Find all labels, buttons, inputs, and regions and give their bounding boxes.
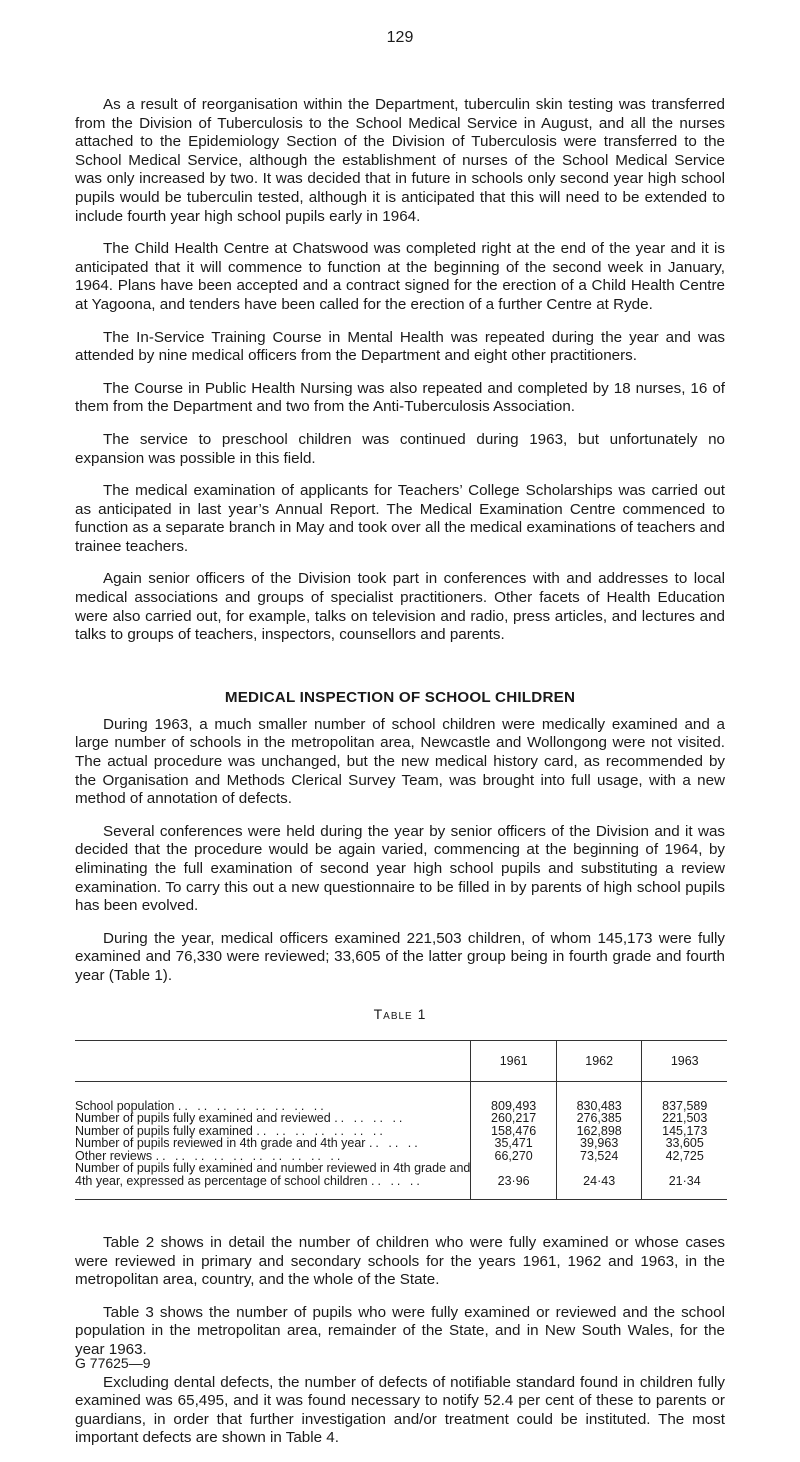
table-cell-1962: 276,385 (556, 1112, 642, 1125)
row-label (75, 1175, 471, 1200)
table-cell-1961: 66,270 (471, 1150, 557, 1163)
row-label-text: Number of pupils fully examined and reviewed (75, 1111, 331, 1126)
print-code: G 77625—9 (75, 1355, 151, 1371)
paragraph: Excluding dental defects, the number of defects of notifiable standard found in children fully examined was 65,495, and it was found necessary to notify 52.4 per cent of these to parents or guardians, in order that further investigation and/or treatment could be instituted. The most important defects are shown in Table 4. (75, 1373, 725, 1447)
paragraph: The Child Health Centre at Chatswood was completed right at the end of the year and it is anticipated that it will commence to function at the beginning of the second week in January, 1964. Plans have been accepted and a contract signed for the erection of a Child Health Centre at Yagoona, and tenders have been called for the erection of a further Centre at Ryde. (75, 240, 725, 313)
table-cell-1962: 24·43 (556, 1175, 642, 1200)
table-cell-1963: 33,605 (642, 1137, 727, 1150)
dot-leaders: .. .. .. .. .. .. .. (256, 1123, 386, 1138)
table-cell-1961: 260,217 (471, 1112, 557, 1125)
section-heading: MEDICAL INSPECTION OF SCHOOL CHILDREN (224, 688, 576, 706)
paragraph: The medical examination of applicants for Teachers’ College Scholarships was carried out as anticipated in last year’s Annual Report. The Medical Examination Centre commenced to function as a separate branch in May and took over all the medical examinations of teachers and trainee teachers. (75, 482, 725, 555)
table-title: Table 1 (373, 1005, 427, 1022)
table-cell-1963: 221,503 (642, 1112, 727, 1125)
table-cell-1962: 39,963 (556, 1137, 642, 1150)
table-body (75, 1081, 727, 1200)
row-label-text: Number of pupils fully examined and number reviewed in 4th grade and (75, 1161, 471, 1176)
page-number: 129 (386, 29, 414, 46)
paragraph: The In-Service Training Course in Mental Health was repeated during the year and was attended by nine medical officers from the Department and eight other practitioners. (75, 328, 725, 365)
table-cell-1963 (642, 1162, 727, 1175)
row-label-text: Number of pupils fully examined (75, 1123, 253, 1138)
table-cell-1961: 35,471 (471, 1137, 557, 1150)
dot-leaders: .. .. .. .. (334, 1111, 406, 1126)
table-cell-1961: 23·96 (471, 1175, 557, 1200)
table-cell-1961 (471, 1162, 557, 1175)
paragraph: During 1963, a much smaller number of school children were medically examined and a large number of schools in the metropolitan area, Newcastle and Wollongong were not visited. The actual procedure was unchanged, but the new medical history card, as recommended by the Organisation and Methods Clerical Survey Team, was brought into full usage, with a new method of annotation of defects. (75, 715, 725, 808)
table-header-row (75, 1040, 727, 1081)
data-table (75, 1040, 727, 1201)
column-header: 1962 (556, 1040, 642, 1081)
table-cell-1961: 158,476 (471, 1125, 557, 1138)
row-label-text: Other reviews (75, 1148, 153, 1163)
table-row (75, 1081, 727, 1112)
paragraph: Several conferences were held during the year by senior officers of the Division and it was decided that the procedure would be again varied, commencing at the beginning of 1964, by eliminating the full examination of second year high school pupils and substituting a review examination. To carry this out a new questionnaire to be filled in by parents of high school pupils has been evolved. (75, 822, 725, 915)
table-cell-1963: 21·34 (642, 1175, 727, 1200)
paragraph: The service to preschool children was continued during 1963, but unfortunately no expansion was possible in this field. (75, 430, 725, 467)
table-cell-1962: 73,524 (556, 1150, 642, 1163)
dot-leaders: .. .. .. .. .. .. .. .. .. .. (155, 1148, 344, 1163)
column-header: 1963 (642, 1040, 727, 1081)
paragraph: As a result of reorganisation within the Department, tuberculin skin testing was transferred from the Division of Tuberculosis to the School Medical Service in August, and all the nurses attached to the Epidemiology Section of the Division of Tuberculosis were transferred to the School Medical Service, although the establishment of nurses of the School Medical Service was only increased by two. It was decided that in future in schools only second year high school pupils would be tuberculin tested, although it is anticipated that this will need to be extended to include fourth year high school pupils early in 1964. (75, 96, 725, 225)
table-cell-1962: 830,483 (556, 1081, 642, 1112)
table-cell-1963: 837,589 (642, 1081, 727, 1112)
table-row (75, 1175, 727, 1200)
row-label-text: School population (75, 1098, 175, 1113)
table-cell-1962: 162,898 (556, 1125, 642, 1138)
column-header: 1961 (471, 1040, 557, 1081)
paragraph: Again senior officers of the Division took part in conferences with and addresses to local medical associations and groups of specialist practitioners. Other facets of Health Education were also carried out, for example, talks on television and radio, press articles, and lectures and talks to groups of teachers, inspectors, counsellors and parents. (75, 570, 725, 644)
dot-leaders: .. .. .. .. .. .. .. .. (177, 1098, 327, 1113)
paragraph: The Course in Public Health Nursing was also repeated and completed by 18 nurses, 16 of them from the Department and two from the Anti-Tuberculosis Association. (75, 379, 725, 416)
dot-leaders: .. .. .. (371, 1173, 423, 1188)
table-cell-1961: 809,493 (471, 1081, 557, 1112)
paragraph: During the year, medical officers examined 221,503 children, of whom 145,173 were fully examined and 76,330 were reviewed; 33,605 of the latter group being in fourth grade and fourth year (Table 1). (75, 929, 725, 984)
table-cell-1962 (556, 1162, 642, 1175)
row-label-text: Number of pupils reviewed in 4th grade and 4th year (75, 1136, 366, 1151)
paragraph: Table 3 shows the number of pupils who were fully examined or reviewed and the school population in the metropolitan area, remainder of the State, and in New South Wales, for the year 1963. (75, 1303, 725, 1359)
row-label-text: 4th year, expressed as percentage of school children (75, 1173, 368, 1188)
table-cell-1963: 42,725 (642, 1150, 727, 1163)
body-text (75, 96, 725, 1462)
table-cell-1963: 145,173 (642, 1125, 727, 1138)
paragraph: Table 2 shows in detail the number of children who were fully examined or whose cases were reviewed in primary and secondary schools for the years 1961, 1962 and 1963, in the metropolitan area, country, and the whole of the State. (75, 1234, 725, 1289)
table-header-blank (75, 1040, 471, 1081)
dot-leaders: .. .. .. (368, 1136, 421, 1151)
row-label (75, 1081, 471, 1112)
